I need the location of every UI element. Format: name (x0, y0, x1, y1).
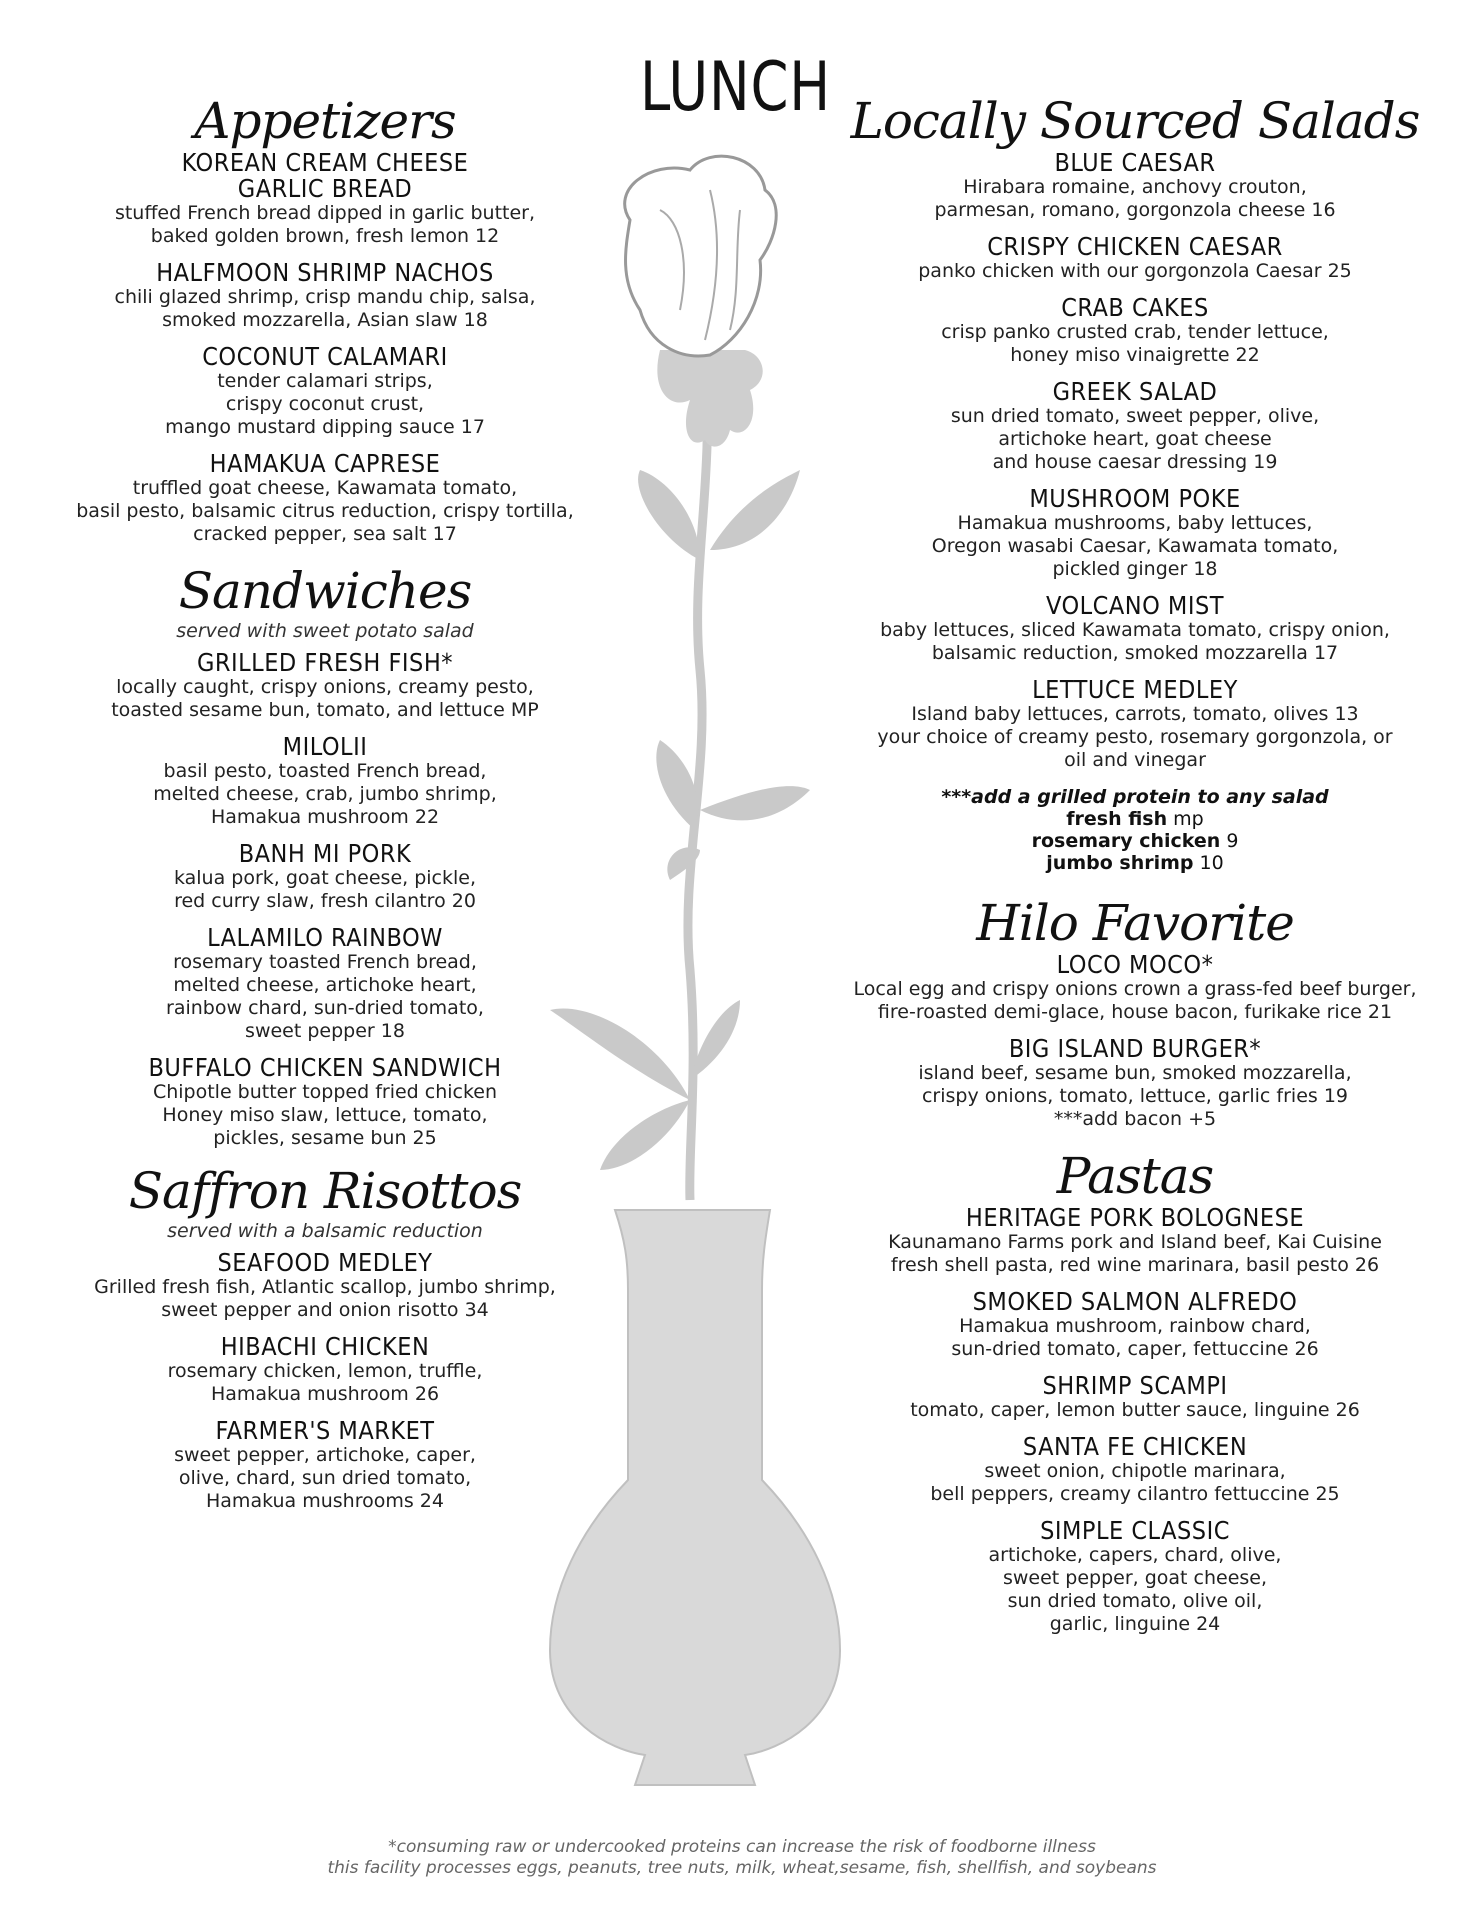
menu-item (20, 734, 630, 829)
menu-item-name: COCONUT CALAMARI (202, 342, 448, 371)
menu-item-name: LOCO MOCO* (1056, 950, 1214, 979)
addon-name: jumbo shrimp (1046, 852, 1194, 874)
menu-item-description: sun dried tomato, sweet pepper, olive, artichoke heart, goat cheese and house caesar dressing 19 (950, 405, 1320, 473)
allergen-footer (0, 1837, 1484, 1879)
menu-item-description: stuffed French bread dipped in garlic butter, baked golden brown, fresh lemon 12 (114, 202, 536, 247)
menu-item-description: Grilled fresh fish, Atlantic scallop, jumbo shrimp, sweet pepper and onion risotto 34 (94, 1276, 556, 1321)
section-heading-salads: Locally Sourced Salads (850, 92, 1420, 150)
menu-item-description: crisp panko crusted crab, tender lettuce, honey miso vinaigrette 22 (941, 321, 1329, 366)
section-heading-appetizers: Appetizers (194, 92, 456, 150)
menu-item (820, 1373, 1450, 1422)
menu-item-name: SEAFOOD MEDLEY (217, 1248, 433, 1277)
menu-item-name: LETTUCE MEDLEY (1032, 675, 1238, 704)
menu-item-description: Chipotle butter topped fried chicken Honey miso slaw, lettuce, tomato, pickles, sesame bun 25 (152, 1081, 498, 1149)
menu-item (820, 1434, 1450, 1506)
appetizers-list (20, 150, 630, 546)
menu-item-name: CRAB CAKES (1061, 293, 1209, 322)
menu-item-description: baby lettuces, sliced Kawamata tomato, crispy onion, balsamic reduction, smoked mozzarella 17 (880, 619, 1390, 664)
menu-item-description: tender calamari strips, crispy coconut crust, mango mustard dipping sauce 17 (165, 370, 485, 438)
menu-item-name: VOLCANO MIST (1046, 591, 1224, 620)
menu-item (820, 379, 1450, 474)
menu-item-description: sweet pepper, artichoke, caper, olive, chard, sun dried tomato, Hamakua mushrooms 24 (174, 1444, 476, 1512)
menu-item-name: MUSHROOM POKE (1029, 484, 1241, 513)
risottos-list (20, 1250, 630, 1513)
menu-item-description: truffled goat cheese, Kawamata tomato, basil pesto, balsamic citrus reduction, crispy tortilla, cracked pepper, sea salt 17 (76, 477, 574, 545)
menu-item (20, 1334, 630, 1406)
addon-name: fresh fish (1066, 808, 1168, 830)
menu-item (820, 1205, 1450, 1277)
menu-item-name: SHRIMP SCAMPI (1042, 1371, 1228, 1400)
menu-item-name: HALFMOON SHRIMP NACHOS (156, 258, 494, 287)
rose-leaf (638, 470, 700, 560)
rose-leaf (656, 740, 698, 830)
menu-item (20, 925, 630, 1043)
menu-item-name: KOREAN CREAM CHEESE GARLIC BREAD (181, 148, 469, 203)
pastas-section (820, 1147, 1450, 1636)
menu-item (20, 1055, 630, 1150)
sandwiches-subtitle: served with sweet potato salad (176, 620, 474, 642)
menu-item-description: Kaunamano Farms pork and Island beef, Kai Cuisine fresh shell pasta, red wine marinara, basil pesto 26 (888, 1231, 1382, 1276)
section-heading-pastas: Pastas (1056, 1147, 1214, 1205)
menu-item (820, 150, 1450, 222)
menu-item-name: GREEK SALAD (1052, 377, 1218, 406)
section-heading-sandwiches: Sandwiches (178, 562, 472, 620)
risottos-subtitle: served with a balsamic reduction (167, 1220, 483, 1242)
addons-list (820, 808, 1450, 874)
menu-item (20, 650, 630, 722)
addon-item (820, 830, 1450, 852)
favorite-section (820, 894, 1450, 1131)
menu-item-name: SMOKED SALMON ALFREDO (972, 1287, 1298, 1316)
menu-item-name: BANH MI PORK (238, 839, 412, 868)
rose-bud (625, 156, 777, 356)
appetizers-section (20, 92, 630, 546)
menu-item (20, 260, 630, 332)
menu-item-name: LALAMILO RAINBOW (207, 923, 443, 952)
menu-item (820, 1518, 1450, 1636)
menu-item-name: FARMER'S MARKET (215, 1416, 435, 1445)
menu-item-description: Hamakua mushroom, rainbow chard, sun-dried tomato, caper, fettuccine 26 (951, 1315, 1319, 1360)
menu-item (820, 593, 1450, 665)
menu-title: LUNCH (640, 48, 831, 127)
menu-item (20, 841, 630, 913)
menu-item (820, 1036, 1450, 1131)
favorite-list (820, 952, 1450, 1131)
menu-item-description: locally caught, crispy onions, creamy pesto, toasted sesame bun, tomato, and lettuce MP (111, 676, 539, 721)
menu-item-description: kalua pork, goat cheese, pickle, red curry slaw, fresh cilantro 20 (173, 867, 477, 912)
menu-item-name: CRISPY CHICKEN CAESAR (987, 232, 1283, 261)
menu-item-name: MILOLII (282, 732, 368, 761)
menu-item (820, 677, 1450, 772)
menu-item (20, 150, 630, 248)
rose-leaf (700, 786, 810, 820)
addon-price: 10 (1199, 852, 1224, 874)
footer-line-1: *consuming raw or undercooked proteins can increase the risk of foodborne illness (388, 1837, 1096, 1857)
menu-item-name: BLUE CAESAR (1054, 148, 1216, 177)
addon-price: mp (1173, 808, 1204, 830)
addon-item (820, 808, 1450, 830)
rose-sepals (657, 350, 762, 447)
menu-item-name: BIG ISLAND BURGER* (1008, 1034, 1262, 1063)
menu-item (820, 1289, 1450, 1361)
menu-item-description: chili glazed shrimp, crisp mandu chip, salsa, smoked mozzarella, Asian slaw 18 (114, 286, 536, 331)
section-heading-favorite: Hilo Favorite (976, 894, 1294, 952)
menu-item-name: SANTA FE CHICKEN (1022, 1432, 1248, 1461)
right-column (820, 92, 1450, 1648)
menu-item (820, 486, 1450, 581)
menu-item-description: tomato, caper, lemon butter sauce, linguine 26 (910, 1399, 1360, 1421)
menu-item-description: artichoke, capers, chard, olive, sweet pepper, goat cheese, sun dried tomato, olive oil, garlic, linguine 24 (988, 1544, 1282, 1635)
menu-item-description: sweet onion, chipotle marinara, bell peppers, creamy cilantro fettuccine 25 (930, 1460, 1340, 1505)
addon-name: rosemary chicken (1031, 830, 1221, 852)
addon-item (820, 852, 1450, 874)
menu-item-name: HAMAKUA CAPRESE (209, 449, 441, 478)
menu-item-description: rosemary toasted French bread, melted cheese, artichoke heart, rainbow chard, sun-dried tomato, sweet pepper 18 (166, 951, 484, 1042)
risottos-section (20, 1162, 630, 1513)
menu-item (20, 1250, 630, 1322)
menu-item (20, 1418, 630, 1513)
salads-list (820, 150, 1450, 772)
rose-leaf (710, 470, 800, 550)
sandwiches-list (20, 650, 630, 1150)
salads-section (820, 92, 1450, 874)
protein-addons (820, 786, 1450, 874)
menu-item (820, 295, 1450, 367)
menu-item (820, 952, 1450, 1024)
menu-item-name: SIMPLE CLASSIC (1040, 1516, 1230, 1545)
menu-item-description: rosemary chicken, lemon, truffle, Hamakua mushroom 26 (167, 1360, 483, 1405)
menu-item-description: Hamakua mushrooms, baby lettuces, Oregon wasabi Caesar, Kawamata tomato, pickled ginger 18 (931, 512, 1339, 580)
menu-item-description: Hirabara romaine, anchovy crouton, parmesan, romano, gorgonzola cheese 16 (934, 176, 1336, 221)
footer-line-2: this facility processes eggs, peanuts, tree nuts, milk, wheat,sesame, fish, shellfish, and soybeans (327, 1858, 1157, 1878)
menu-item-name: HERITAGE PORK BOLOGNESE (965, 1203, 1305, 1232)
menu-item-name: HIBACHI CHICKEN (220, 1332, 430, 1361)
pastas-list (820, 1205, 1450, 1636)
left-column (20, 92, 630, 1525)
menu-item (820, 234, 1450, 283)
menu-item-description: Local egg and crispy onions crown a grass-fed beef burger, fire-roasted demi-glace, house bacon, furikake rice 21 (853, 978, 1417, 1023)
menu-item (20, 451, 630, 546)
section-heading-risottos: Saffron Risottos (128, 1162, 522, 1220)
menu-item-description: island beef, sesame bun, smoked mozzarella, crispy onions, tomato, lettuce, garlic fries 19 ***add bacon +5 (918, 1062, 1352, 1130)
menu-item-name: GRILLED FRESH FISH* (196, 648, 454, 677)
menu-item-name: BUFFALO CHICKEN SANDWICH (148, 1053, 502, 1082)
menu-item-description: panko chicken with our gorgonzola Caesar 25 (918, 260, 1352, 282)
sandwiches-section (20, 562, 630, 1150)
addon-price: 9 (1226, 830, 1239, 852)
menu-item-description: basil pesto, toasted French bread, melted cheese, crab, jumbo shrimp, Hamakua mushroom 22 (153, 760, 497, 828)
addons-title: ***add a grilled protein to any salad (941, 786, 1329, 808)
menu-item (20, 344, 630, 439)
menu-item-description: Island baby lettuces, carrots, tomato, olives 13 your choice of creamy pesto, rosemary gorgonzola, or oil and vinegar (877, 703, 1393, 771)
